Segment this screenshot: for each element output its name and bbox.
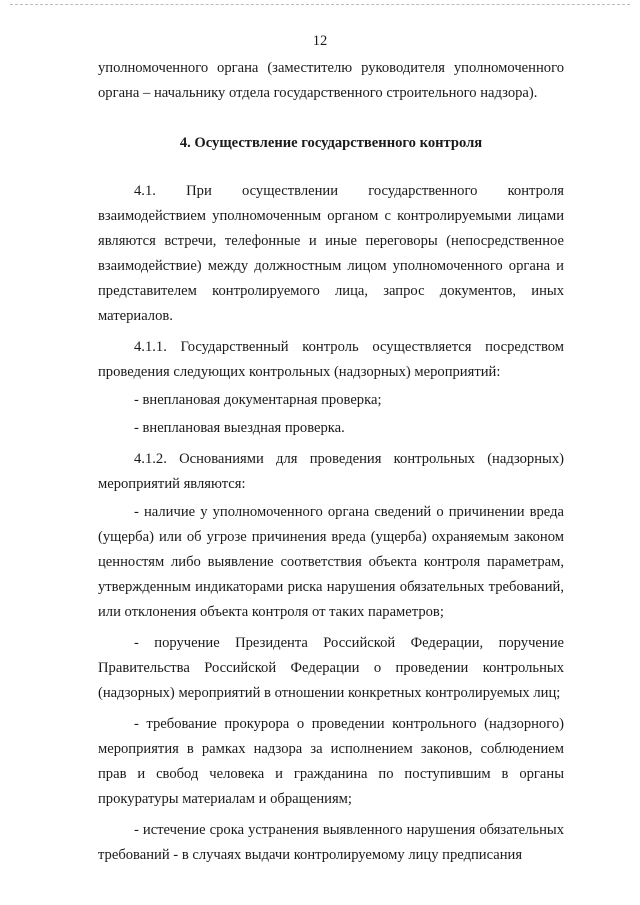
top-edge-rule	[10, 4, 630, 5]
intro-paragraph: уполномоченного органа (заместителю руководителя уполномоченного органа – начальнику отдела государственного строительного надзора).	[98, 60, 564, 101]
paragraph-4-1: 4.1. При осуществлении государственного контроля взаимодействием уполномоченным органом с контролируемыми лицами являются встречи, телефонные и иные переговоры (непосредственное взаимодействие) между должностным лицом уполномоченного органа и представителем контролируемого лица, запрос документов, иных материалов.	[98, 183, 564, 324]
list-item: - внеплановая выездная проверка.	[134, 420, 345, 436]
list-item: - требование прокурора о проведении контрольного (надзорного) мероприятия в рамках надзора за исполнением законов, соблюдением прав и свобод человека и гражданина по поступившим в органы прокуратуры материалам и обращениям;	[98, 716, 564, 807]
page-number: 12	[312, 33, 328, 49]
list-item: - поручение Президента Российской Федерации, поручение Правительства Российской Федерации о проведении контрольных (надзорных) мероприятий в отношении конкретных контролируемых лиц;	[98, 635, 564, 701]
paragraph-4-1-2: 4.1.2. Основаниями для проведения контрольных (надзорных) мероприятий являются:	[98, 451, 564, 492]
list-item: - наличие у уполномоченного органа сведений о причинении вреда (ущерба) или об угрозе причинения вреда (ущерба) охраняемым законом ценностям либо выявление соответствия объекта контроля параметрам, утвержденным индикаторами риска нарушения обязательных требований, или отклонения объекта контроля от таких параметров;	[98, 504, 564, 620]
document-body	[98, 56, 564, 868]
list-item: - внеплановая документарная проверка;	[134, 392, 382, 408]
list-item: - истечение срока устранения выявленного нарушения обязательных требований - в случаях выдачи контролируемому лицу предписания	[98, 822, 564, 863]
section-heading: 4. Осуществление государственного контроля	[179, 135, 483, 151]
paragraph-4-1-1: 4.1.1. Государственный контроль осуществляется посредством проведения следующих контрольных (надзорных) мероприятий:	[98, 339, 564, 380]
